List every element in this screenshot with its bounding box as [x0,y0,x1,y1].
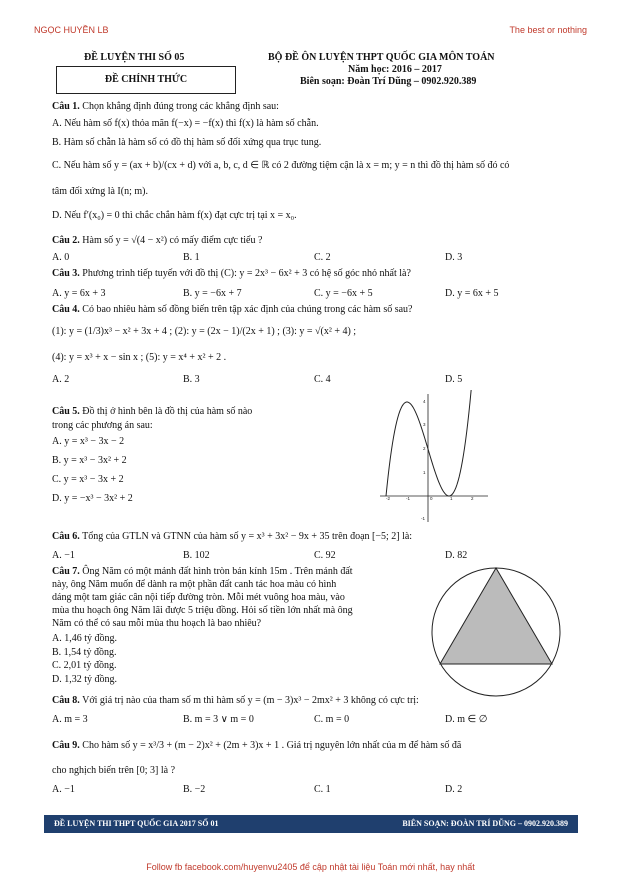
q8-option-b[interactable]: B. m = 3 ∨ m = 0 [183,714,254,725]
q1-option-c[interactable]: C. Nếu hàm số y = (ax + b)/(cx + d) với a, b, c, d ∈ ℝ có 2 đường tiệm cận là x = m; y = n thì đồ thị hàm số đó có [52,160,510,171]
y-tick-label: -1 [421,516,426,521]
q6-option-a[interactable]: A. −1 [52,550,75,561]
footer-bar [44,815,578,833]
q5-option-c[interactable]: C. y = x³ − 3x + 2 [52,474,124,485]
q1-option-a[interactable]: A. Nếu hàm số f(x) thỏa mãn f(−x) = −f(x) thì f(x) là hàm số chẵn. [52,118,319,129]
q5-stem-cont: trong các phương án sau: [52,420,153,431]
question-8 [52,695,419,707]
question-4 [52,304,412,316]
q1-option-c-cont: tâm đối xứng là I(n; m). [52,186,148,197]
q9-stem-cont: cho nghịch biến trên [0; 3] là ? [52,765,176,776]
q9-option-c[interactable]: C. 1 [314,784,331,795]
q3-option-b[interactable]: B. y = −6x + 7 [183,288,242,299]
q6-option-c[interactable]: C. 92 [314,550,336,561]
question-label: Câu 7. [52,566,80,577]
question-label: Câu 4. [52,304,80,315]
q7-option-d[interactable]: D. 1,32 tỷ đồng. [52,674,117,685]
question-stem: Ông Năm có một mảnh đất hình tròn bán kính 15m . Trên mảnh đất [82,566,353,577]
question-label: Câu 6. [52,531,80,542]
q7-option-b[interactable]: B. 1,54 tỷ đồng. [52,647,117,658]
q8-option-c[interactable]: C. m = 0 [314,714,350,725]
q4-functions-line-2: (4): y = x³ + x − sin x ; (5): y = x⁴ + x² + 2 . [52,352,227,363]
q3-option-c[interactable]: C. y = −6x + 5 [314,288,373,299]
q8-option-a[interactable]: A. m = 3 [52,714,88,725]
question-2 [52,235,262,247]
q7-stem-line: Năm có thể có sau mỗi mùa thu hoạch là bao nhiêu? [52,618,262,629]
y-tick-label: 4 [423,399,426,404]
q5-option-b[interactable]: B. y = x³ − 3x² + 2 [52,455,127,466]
official-box [56,66,236,94]
q1-option-d[interactable]: D. Nếu f′(x₀) = 0 thì chắc chắn hàm f(x) đạt cực trị tại x = x₀. [52,210,297,221]
header-right: The best or nothing [509,25,587,35]
q3-option-d[interactable]: D. y = 6x + 5 [445,288,499,299]
question-stem: Chọn khẳng định đúng trong các khẳng định sau: [82,101,279,112]
question-5 [52,406,252,418]
footer-left: ĐỀ LUYỆN THI THPT QUỐC GIA 2017 SỐ 01 [54,819,219,828]
question-stem: Đồ thị ở hình bên là đồ thị của hàm số nào [82,406,253,417]
question-label: Câu 5. [52,406,80,417]
q7-stem-line: này, ông Năm muốn để dành ra một phần đất canh tác hoa màu có hình [52,579,337,590]
q2-option-d[interactable]: D. 3 [445,252,463,263]
q6-option-b[interactable]: B. 102 [183,550,210,561]
x-tick-label: 1 [450,496,453,501]
q4-option-c[interactable]: C. 4 [314,374,331,385]
footer-right: BIÊN SOẠN: ĐOÀN TRÍ DŨNG – 0902.920.389 [402,819,568,828]
question-9 [52,740,461,752]
q2-option-a[interactable]: A. 0 [52,252,70,263]
q7-option-a[interactable]: A. 1,46 tỷ đồng. [52,633,117,644]
q6-option-d[interactable]: D. 82 [445,550,468,561]
exam-org: BỘ ĐỀ ÔN LUYỆN THPT QUỐC GIA MÔN TOÁN [268,52,495,63]
question-3 [52,268,411,280]
exam-title: ĐỀ LUYỆN THI SỐ 05 [84,52,185,63]
q7-stem-line: mùa thu hoạch ông Năm lãi được 5 triệu đồng. Hỏi số tiền lớn nhất mà ông [52,605,353,616]
q4-option-a[interactable]: A. 2 [52,374,70,385]
q2-option-c[interactable]: C. 2 [314,252,331,263]
q7-stem-line: dáng một tam giác cân nội tiếp đường tròn. Mỗi mét vuông hoa màu, vào [52,592,345,603]
question-label: Câu 3. [52,268,80,279]
inscribed-triangle [440,568,552,664]
question-label: Câu 1. [52,101,80,112]
q5-option-d[interactable]: D. y = −x³ − 3x² + 2 [52,493,133,504]
exam-year: Năm học: 2016 – 2017 [348,64,442,75]
y-tick-label: 3 [423,422,426,427]
q4-functions-line-1: (1): y = (1/3)x³ − x² + 3x + 4 ; (2): y = (2x − 1)/(2x + 1) ; (3): y = √(x² + 4) ; [52,326,357,337]
follow-link[interactable]: Follow fb facebook.com/huyenvu2405 để cập nhật tài liệu Toán mới nhất, hay nhất [146,862,475,872]
x-tick-label: -2 [386,496,391,501]
q4-option-d[interactable]: D. 5 [445,374,463,385]
q7-option-c[interactable]: C. 2,01 tỷ đồng. [52,660,117,671]
q2-option-b[interactable]: B. 1 [183,252,200,263]
exam-official: ĐỀ CHÍNH THỨC [104,74,188,85]
question-label: Câu 9. [52,740,80,751]
question-stem: Với giá trị nào của tham số m thì hàm số y = (m − 3)x³ − 2mx² + 3 không có cực trị: [82,695,419,706]
q8-option-d[interactable]: D. m ∈ ∅ [445,714,488,725]
x-tick-label: 0 [430,496,433,501]
q3-option-a[interactable]: A. y = 6x + 3 [52,288,106,299]
exam-author: Biên soạn: Đoàn Trí Dũng – 0902.920.389 [300,76,477,87]
x-tick-label: 2 [471,496,474,501]
question-stem: Tổng của GTLN và GTNN của hàm số y = x³ + 3x² − 9x + 35 trên đoạn [−5; 2] là: [82,531,413,542]
question-stem: Có bao nhiêu hàm số đồng biến trên tập xác định của chúng trong các hàm số sau? [82,304,413,315]
y-tick-label: 1 [423,470,426,475]
question-label: Câu 2. [52,235,80,246]
q4-option-b[interactable]: B. 3 [183,374,200,385]
q9-option-b[interactable]: B. −2 [183,784,206,795]
q5-option-a[interactable]: A. y = x³ − 3x − 2 [52,436,125,447]
q9-option-a[interactable]: A. −1 [52,784,75,795]
question-stem: Phương trình tiếp tuyến với đồ thị (C): y = 2x³ − 6x² + 3 có hệ số góc nhỏ nhất là? [82,268,411,279]
x-tick-label: -1 [406,496,411,501]
question-label: Câu 8. [52,695,80,706]
question-1 [52,101,279,113]
circle-triangle-figure [426,564,566,700]
question-stem: Cho hàm số y = x³/3 + (m − 2)x² + (2m + 3)x + 1 . Giá trị nguyên lớn nhất của m để hàm số đã [82,740,462,751]
y-tick-label: 2 [423,446,426,451]
q9-option-d[interactable]: D. 2 [445,784,463,795]
q1-option-b[interactable]: B. Hàm số chẵn là hàm số có đồ thị hàm số đối xứng qua trục tung. [52,137,322,148]
question-stem: Hàm số y = √(4 − x²) có mấy điểm cực tiểu ? [82,235,263,246]
function-curve [386,390,472,496]
function-graph [372,390,492,524]
header-left: NGỌC HUYỀN LB [34,25,109,35]
question-6 [52,531,412,543]
question-7 [52,566,353,578]
